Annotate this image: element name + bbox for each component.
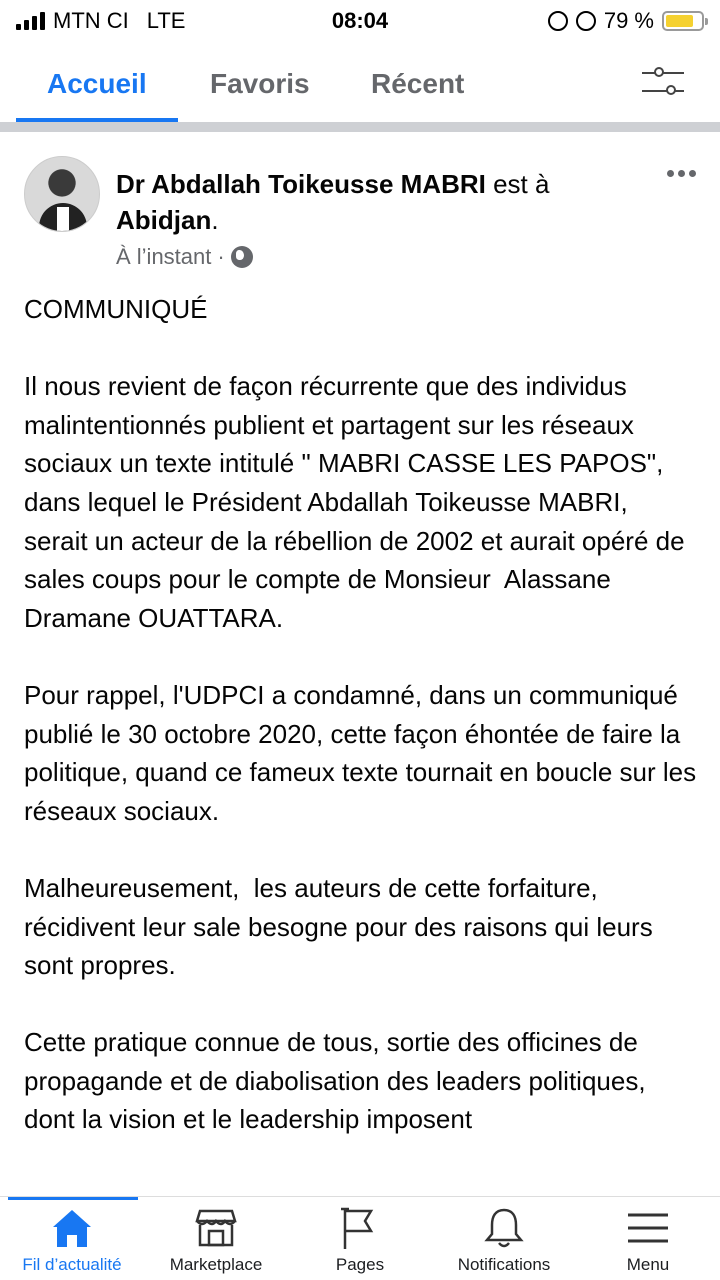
active-nav-indicator xyxy=(8,1197,138,1200)
nav-label: Menu xyxy=(626,1255,670,1274)
status-time: 08:04 xyxy=(331,8,389,33)
status-left xyxy=(16,8,266,34)
battery-percent: 79 % xyxy=(603,8,654,33)
nav-menu[interactable] xyxy=(576,1205,720,1280)
location-prefix: est à xyxy=(485,169,550,199)
nav-label: Notifications xyxy=(457,1255,551,1274)
nav-label: Marketplace xyxy=(169,1255,263,1274)
battery-fill xyxy=(666,15,693,27)
post-text xyxy=(24,290,704,1196)
nav-label: Fil d’actualité xyxy=(22,1255,122,1274)
tab-favoris[interactable]: Favoris xyxy=(210,68,310,99)
location-name[interactable]: Abidjan xyxy=(116,205,212,235)
meta-separator: · xyxy=(217,244,225,269)
nav-notifications[interactable] xyxy=(432,1205,576,1280)
nav-label: Pages xyxy=(335,1255,385,1274)
battery-icon xyxy=(662,11,704,31)
flag-icon xyxy=(337,1205,383,1251)
menu-icon xyxy=(625,1205,671,1251)
post-paragraph: Pour rappel, l'UDPCI a condamné, dans un communiqué publié le 30 octobre 2020, cette façon éhontée de faire la politique, quand ce fameux texte tournait en boucle sur les réseaux sociaux. xyxy=(24,679,704,826)
author-name[interactable]: Dr Abdallah Toikeusse MABRI xyxy=(116,169,486,199)
tab-accueil[interactable]: Accueil xyxy=(47,68,147,99)
more-options-icon[interactable] xyxy=(667,170,696,177)
tab-recent[interactable]: Récent xyxy=(371,68,465,99)
bottom-navigation xyxy=(0,1196,720,1280)
status-right xyxy=(454,8,704,34)
marketplace-icon xyxy=(193,1205,239,1251)
post-paragraph: Cette pratique connue de tous, sortie des officines de propagande et de diabolisation des leaders politiques, dont la vision et le leadership imposent xyxy=(24,1027,661,1135)
post-paragraph: Il nous revient de façon récurrente que des individus malintentionnés publient et partagent sur les réseaux sociaux un texte intitulé " MABRI CASSE LES PAPOS", dans lequel le Président Abdallah Toikeusse MABRI, serait un acteur de la rébellion de 2002 et aurait opéré de sales coups pour le compte de Monsieur Alassane Dramane OUATTARA. xyxy=(24,371,692,633)
nav-news-feed[interactable] xyxy=(0,1205,144,1280)
carrier-name: MTN CI xyxy=(53,8,129,33)
post-paragraph: COMMUNIQUÉ xyxy=(24,294,208,324)
signal-icon xyxy=(16,12,45,30)
post-timestamp[interactable]: À l’instant xyxy=(116,244,212,269)
section-divider xyxy=(0,122,720,132)
author-avatar[interactable] xyxy=(24,156,100,232)
globe-icon xyxy=(231,246,253,268)
feed-filter-icon[interactable] xyxy=(642,64,684,100)
alarm-icon xyxy=(576,11,596,31)
orientation-lock-icon xyxy=(548,11,568,31)
nav-marketplace[interactable] xyxy=(144,1205,288,1280)
bell-icon xyxy=(481,1205,527,1251)
post-author-line xyxy=(116,166,616,238)
status-bar xyxy=(0,0,720,42)
feed-tabs xyxy=(0,42,720,122)
network-type: LTE xyxy=(146,8,186,33)
nav-pages[interactable] xyxy=(288,1205,432,1280)
location-suffix: . xyxy=(211,205,219,235)
post-paragraph: Malheureusement, les auteurs de cette forfaiture, récidivent leur sale besogne pour des raisons qui leurs sont propres. xyxy=(24,872,660,981)
post-meta xyxy=(116,244,253,270)
post-header xyxy=(24,152,704,282)
home-icon xyxy=(49,1205,95,1251)
